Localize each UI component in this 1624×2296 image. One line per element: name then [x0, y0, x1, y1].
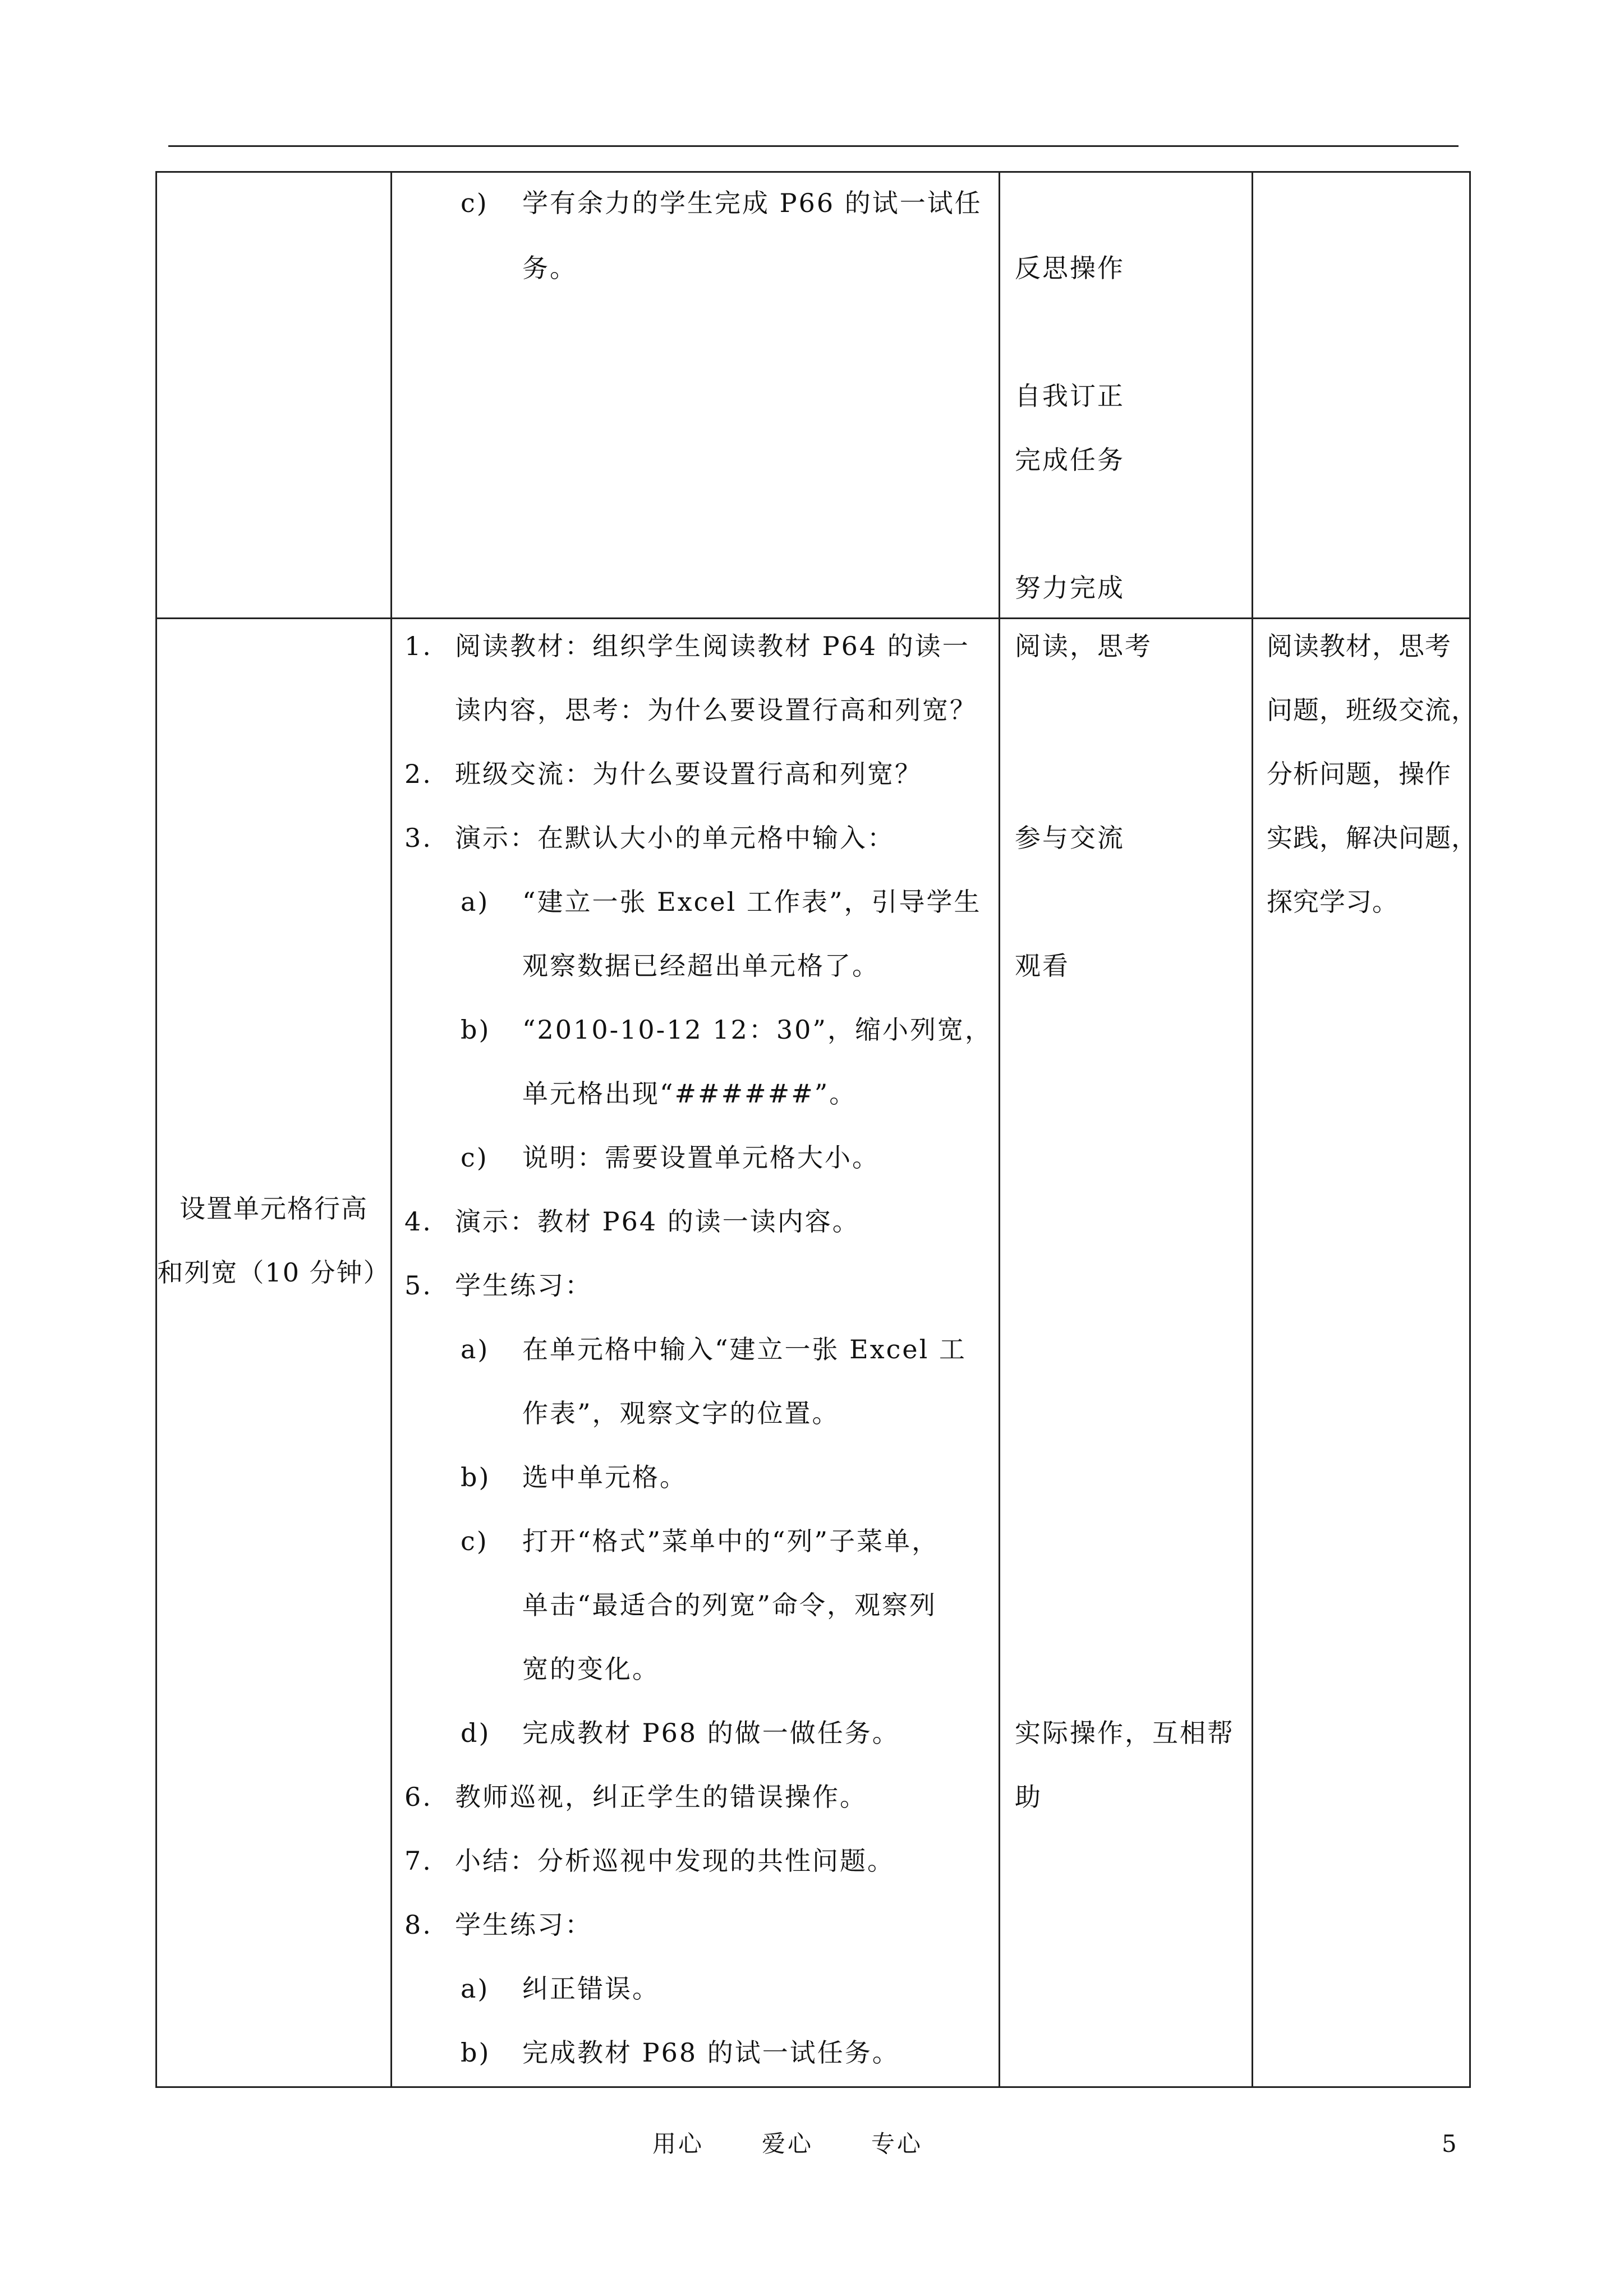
page-number: 5: [1442, 2130, 1457, 2157]
list-text: 单击“最适合的列宽”命令，观察列: [522, 1590, 937, 1620]
list-marker: 3.: [404, 823, 433, 853]
design-intent-text: 分析问题，操作: [1267, 759, 1451, 789]
list-text: “2010-10-12 12：30”，缩小列宽，: [522, 1015, 992, 1045]
student-activity-text: 阅读，思考: [1015, 631, 1152, 661]
student-activity-cell: [1000, 172, 1253, 619]
header-rule: [168, 145, 1459, 147]
list-text: 小结：分析巡视中发现的共性问题。: [455, 1846, 895, 1876]
footer-text: 爱心: [762, 2130, 814, 2157]
footer-text: 专心: [871, 2130, 923, 2157]
list-text: 宽的变化。: [522, 1654, 660, 1684]
list-text: 教师巡视，纠正学生的错误操作。: [455, 1782, 867, 1812]
table-row: [157, 172, 1470, 619]
list-text: 学生练习：: [455, 1270, 592, 1301]
design-intent-text: 实践，解决问题，: [1267, 823, 1478, 853]
list-text: 作表”，观察文字的位置。: [522, 1398, 840, 1428]
section-title: 和列宽（10 分钟）: [157, 1257, 390, 1288]
list-marker: 5.: [404, 1270, 433, 1301]
student-activity-text: 自我订正: [1015, 381, 1125, 411]
section-cell: [157, 172, 392, 619]
student-activity-text: 参与交流: [1015, 823, 1125, 853]
list-marker: b): [461, 1462, 491, 1492]
teacher-activity-cell: [392, 172, 1000, 619]
list-marker: c): [461, 188, 489, 218]
list-text: 务。: [522, 253, 577, 283]
list-marker: d): [461, 1718, 491, 1748]
list-marker: 2.: [404, 759, 433, 789]
list-marker: b): [461, 2037, 491, 2068]
teacher-activity-cell: [392, 619, 1000, 2087]
list-marker: 6.: [404, 1782, 433, 1812]
list-text: 阅读教材：组织学生阅读教材 P64 的读一: [455, 631, 970, 661]
list-marker: c): [461, 1142, 489, 1173]
list-marker: a): [461, 887, 490, 917]
student-activity-cell: [1000, 619, 1253, 2087]
student-activity-text: 观看: [1015, 951, 1070, 981]
list-marker: a): [461, 1334, 490, 1364]
student-activity-text: 完成任务: [1015, 445, 1125, 475]
student-activity-text: 反思操作: [1015, 253, 1125, 283]
student-activity-text: 努力完成: [1015, 573, 1125, 603]
list-text: 班级交流：为什么要设置行高和列宽？: [455, 759, 922, 789]
table-row: [157, 619, 1470, 2087]
list-marker: 7.: [404, 1846, 433, 1876]
list-text: 说明：需要设置单元格大小。: [522, 1142, 880, 1173]
list-text: 打开“格式”菜单中的“列”子菜单，: [522, 1526, 940, 1556]
design-intent-text: 阅读教材，思考: [1267, 631, 1451, 661]
footer-text: 用心: [652, 2130, 705, 2157]
list-marker: c): [461, 1526, 489, 1556]
design-intent-text: 探究学习。: [1267, 887, 1398, 917]
list-text: 选中单元格。: [522, 1462, 687, 1492]
list-text: 学有余力的学生完成 P66 的试一试任: [522, 188, 982, 218]
list-text: 学生练习：: [455, 1910, 592, 1940]
list-marker: a): [461, 1974, 490, 2004]
list-text: 观察数据已经超出单元格了。: [522, 951, 880, 981]
list-marker: b): [461, 1015, 491, 1045]
list-text: 演示：教材 P64 的读一读内容。: [455, 1206, 860, 1237]
student-activity-text: 实际操作，互相帮: [1015, 1718, 1235, 1748]
list-text: 完成教材 P68 的做一做任务。: [522, 1718, 900, 1748]
list-text: 完成教材 P68 的试一试任务。: [522, 2037, 900, 2068]
list-text: 演示：在默认大小的单元格中输入：: [455, 823, 895, 853]
list-text: 在单元格中输入“建立一张 Excel 工: [522, 1334, 967, 1364]
list-marker: 4.: [404, 1206, 433, 1237]
design-intent-cell: [1253, 619, 1478, 2087]
list-marker: 8.: [404, 1910, 433, 1940]
design-intent-cell: [1253, 172, 1470, 619]
student-activity-text: 助: [1015, 1782, 1042, 1812]
list-text: 单元格出现“######”。: [522, 1078, 857, 1109]
section-cell: [157, 619, 392, 2087]
list-text: 读内容，思考：为什么要设置行高和列宽？: [455, 695, 977, 725]
list-text: “建立一张 Excel 工作表”，引导学生: [522, 887, 982, 917]
design-intent-text: 问题，班级交流，: [1267, 695, 1478, 725]
list-text: 纠正错误。: [522, 1974, 660, 2004]
list-marker: 1.: [404, 631, 433, 661]
section-title: 设置单元格行高: [180, 1193, 368, 1224]
lesson-plan-table: [155, 171, 1478, 2088]
